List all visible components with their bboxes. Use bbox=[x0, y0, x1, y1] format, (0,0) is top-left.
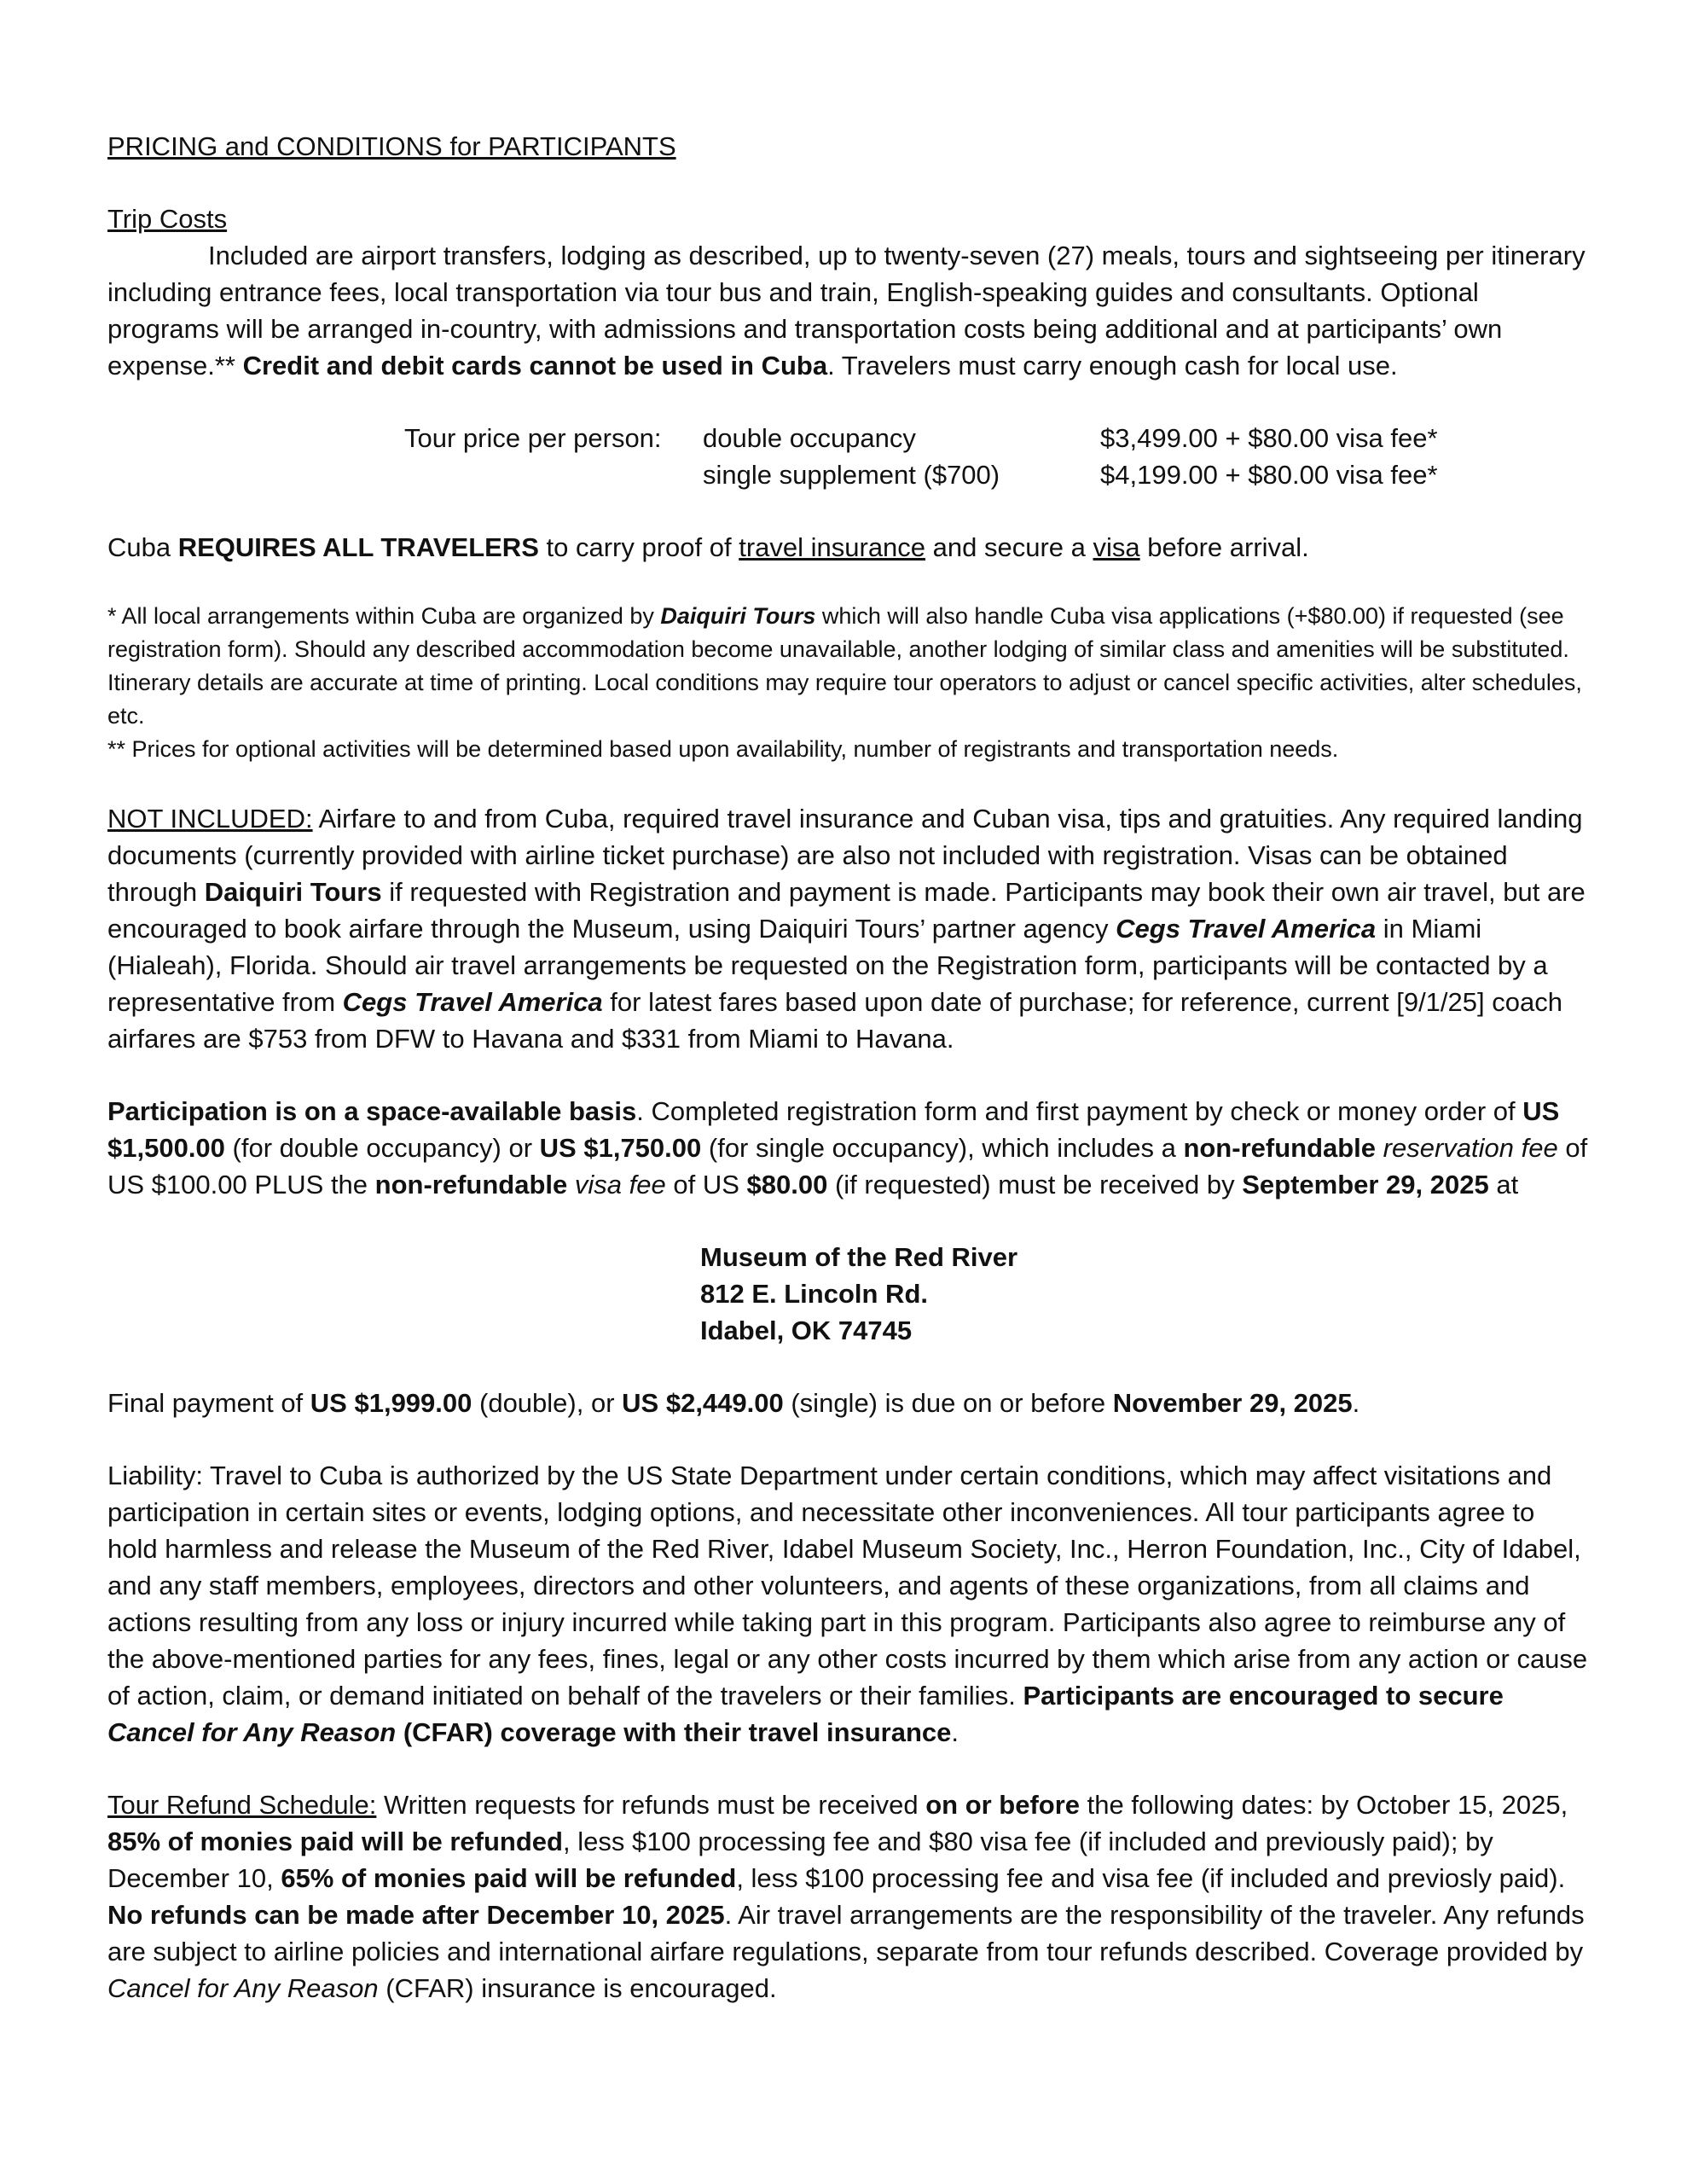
footnote-1-end: which will also handle Cuba visa applications (+$80.00) if requested (see registration form). Should any described accommodation become unavailable, another lodging of similar class and amenities will be substituted. Itinerary details are accurate at time of printing. Local conditions may require tour operators to adjust or cancel specific activities, alter schedules, etc. bbox=[107, 603, 1582, 729]
daiquiri-tours-name: Daiquiri Tours bbox=[660, 603, 816, 629]
participation-t5: of US $100.00 PLUS the bbox=[107, 1133, 1588, 1199]
participation-b7: September 29, 2025 bbox=[1242, 1170, 1489, 1199]
price-label: Tour price per person: bbox=[404, 423, 662, 453]
price-table bbox=[404, 420, 1591, 493]
final-payment-b3: November 29, 2025 bbox=[1112, 1388, 1353, 1418]
not-included-bi1: Cegs Travel America bbox=[1116, 914, 1377, 944]
refund-t3: , less $100 processing fee and $80 visa fee (if included and previously paid); by December 10, bbox=[107, 1827, 1493, 1893]
participation-b3: US $1,750.00 bbox=[539, 1133, 702, 1163]
address-line-1: Museum of the Red River bbox=[700, 1242, 1018, 1272]
address-line-2: 812 E. Lincoln Rd. bbox=[700, 1279, 928, 1309]
req-end: before arrival. bbox=[1139, 532, 1309, 562]
refund-t6: (CFAR) insurance is encouraged. bbox=[378, 1973, 777, 2003]
refund-t5: . Air travel arrangements are the responsibility of the traveler. Any refunds are subject to airline policies and international airfare regulations, separate from tour refunds described. Coverage provided by bbox=[107, 1900, 1585, 1966]
participation-b1: Participation is on a space-available basis bbox=[107, 1096, 637, 1126]
refund-t1: Written requests for refunds must be received bbox=[376, 1790, 926, 1820]
liability-end: . bbox=[951, 1717, 959, 1747]
participation-b2: US $1,500.00 bbox=[107, 1096, 1560, 1163]
final-payment-t1: Final payment of bbox=[107, 1388, 310, 1418]
req-mid2: and secure a bbox=[925, 532, 1093, 562]
trip-costs-text: Included are airport transfers, lodging as described, up to twenty-seven (27) meals, tours and sightseeing per itinerary including entrance fees, local transportation via tour bus and train, English-speaking guides and consultants. Optional programs will be arranged in-country, with admissions and transportation costs being additional and at participants’ own expense.** bbox=[107, 241, 1586, 380]
refund-b2: 85% of monies paid will be refunded bbox=[107, 1827, 563, 1856]
liability-bi1: Cancel for Any Reason bbox=[107, 1717, 397, 1747]
final-payment-t2: (double), or bbox=[472, 1388, 623, 1418]
participation-t8: (if requested) must be received by bbox=[827, 1170, 1243, 1199]
participation-t9: at bbox=[1488, 1170, 1519, 1199]
footnote-1 bbox=[107, 600, 1591, 733]
cash-warning: Credit and debit cards cannot be used in Cuba bbox=[242, 351, 828, 380]
req-bold: REQUIRES ALL TRAVELERS bbox=[177, 532, 539, 562]
req-pre: Cuba bbox=[107, 532, 178, 562]
not-included-bi2: Cegs Travel America bbox=[342, 987, 603, 1017]
not-included-t2: if requested with Registration and payment is made. Participants may book their own air travel, but are encouraged to book airfare through the Museum, using Daiquiri Tours’ partner agency bbox=[107, 877, 1586, 944]
trip-costs-title: Trip Costs bbox=[107, 204, 228, 234]
not-included-t3: in Miami (Hialeah), Florida. Should air travel arrangements be requested on the Registration form, participants will be contacted by a representative from bbox=[107, 914, 1548, 1017]
participation-t1: . Completed registration form and first payment by check or money order of bbox=[636, 1096, 1523, 1126]
mailing-address bbox=[700, 1239, 1591, 1349]
final-payment-b2: US $2,449.00 bbox=[622, 1388, 784, 1418]
not-included-t4: for latest fares based upon date of purchase; for reference, current [9/1/25] coach airfares are $753 from DFW to Havana and $331 from Miami to Havana. bbox=[107, 987, 1562, 1054]
participation-b6: $80.00 bbox=[746, 1170, 828, 1199]
price-type-double: double occupancy bbox=[703, 423, 916, 453]
travel-insurance-term: travel insurance bbox=[739, 532, 926, 562]
participation-b5: non-refundable bbox=[374, 1170, 568, 1199]
page-heading: PRICING and CONDITIONS for PARTICIPANTS bbox=[107, 131, 676, 161]
refund-t2: the following dates: by October 15, 2025, bbox=[1080, 1790, 1568, 1820]
visa-term: visa bbox=[1093, 532, 1140, 562]
final-payment-b1: US $1,999.00 bbox=[310, 1388, 472, 1418]
footnote-1-pre: * All local arrangements within Cuba are organized by bbox=[107, 603, 661, 629]
refund-t4: , less $100 processing fee and visa fee (if included and previosly paid). bbox=[736, 1863, 1566, 1893]
final-payment-line bbox=[107, 1385, 1591, 1421]
refund-i1: Cancel for Any Reason bbox=[107, 1973, 379, 2003]
participation-i1: reservation fee bbox=[1383, 1133, 1558, 1163]
final-payment-t4: . bbox=[1352, 1388, 1360, 1418]
participation-b4: non-refundable bbox=[1183, 1133, 1377, 1163]
liability-b1: Participants are encouraged to secure bbox=[1023, 1681, 1504, 1711]
refund-title: Tour Refund Schedule: bbox=[107, 1790, 377, 1820]
participation-paragraph bbox=[107, 1093, 1591, 1203]
liability-b2: (CFAR) coverage with their travel insurance bbox=[396, 1717, 952, 1747]
not-included-t1: Airfare to and from Cuba, required travel insurance and Cuban visa, tips and gratuities. Any required landing documents (currently provided with airline ticket purchase) are also not included with registration. Visas can be obtained through bbox=[107, 804, 1583, 907]
price-value-single: $4,199.00 + $80.00 visa fee* bbox=[1100, 460, 1438, 490]
refund-paragraph bbox=[107, 1786, 1591, 2007]
address-line-3: Idabel, OK 74745 bbox=[700, 1316, 913, 1345]
requirements-line bbox=[107, 529, 1591, 566]
price-value-double: $3,499.00 + $80.00 visa fee* bbox=[1100, 423, 1438, 453]
footnote-2: ** Prices for optional activities will be determined based upon availability, number of registrants and transportation needs. bbox=[107, 736, 1339, 762]
footnotes bbox=[107, 600, 1591, 766]
not-included-title: NOT INCLUDED: bbox=[107, 804, 313, 834]
participation-t4 bbox=[1376, 1133, 1383, 1163]
not-included-b1: Daiquiri Tours bbox=[204, 877, 382, 907]
liability-text: Liability: Travel to Cuba is authorized by the US State Department under certain conditions, which may affect visitations and participation in certain sites or events, lodging options, and necessitate other inconveniences. All tour participants agree to hold harmless and release the Museum of the Red River, Idabel Museum Society, Inc., Herron Foundation, Inc., City of Idabel, and any staff members, employees, directors and other volunteers, and agents of these organizations, from all claims and actions resulting from any loss or injury incurred while taking part in this program. Participants also agree to reimburse any of the above-mentioned parties for any fees, fines, legal or any other costs incurred by them which arise from any action or cause of action, claim, or demand initiated on behalf of the travelers or their families. bbox=[107, 1461, 1588, 1711]
trip-costs-end: . Travelers must carry enough cash for local use. bbox=[827, 351, 1398, 380]
document-page bbox=[107, 128, 1591, 2007]
refund-b1: on or before bbox=[925, 1790, 1081, 1820]
refund-b3: 65% of monies paid will be refunded bbox=[281, 1863, 737, 1893]
participation-t7: of US bbox=[665, 1170, 747, 1199]
participation-i2: visa fee bbox=[574, 1170, 666, 1199]
participation-t6 bbox=[567, 1170, 575, 1199]
participation-t2: (for double occupancy) or bbox=[224, 1133, 540, 1163]
trip-costs-paragraph bbox=[107, 237, 1591, 384]
refund-b4: No refunds can be made after December 10, 2025 bbox=[107, 1900, 725, 1930]
liability-paragraph bbox=[107, 1457, 1591, 1751]
final-payment-t3: (single) is due on or before bbox=[783, 1388, 1113, 1418]
price-type-single: single supplement ($700) bbox=[703, 460, 1000, 490]
not-included-paragraph bbox=[107, 800, 1591, 1057]
participation-t3: (for single occupancy), which includes a bbox=[701, 1133, 1184, 1163]
req-mid1: to carry proof of bbox=[538, 532, 739, 562]
